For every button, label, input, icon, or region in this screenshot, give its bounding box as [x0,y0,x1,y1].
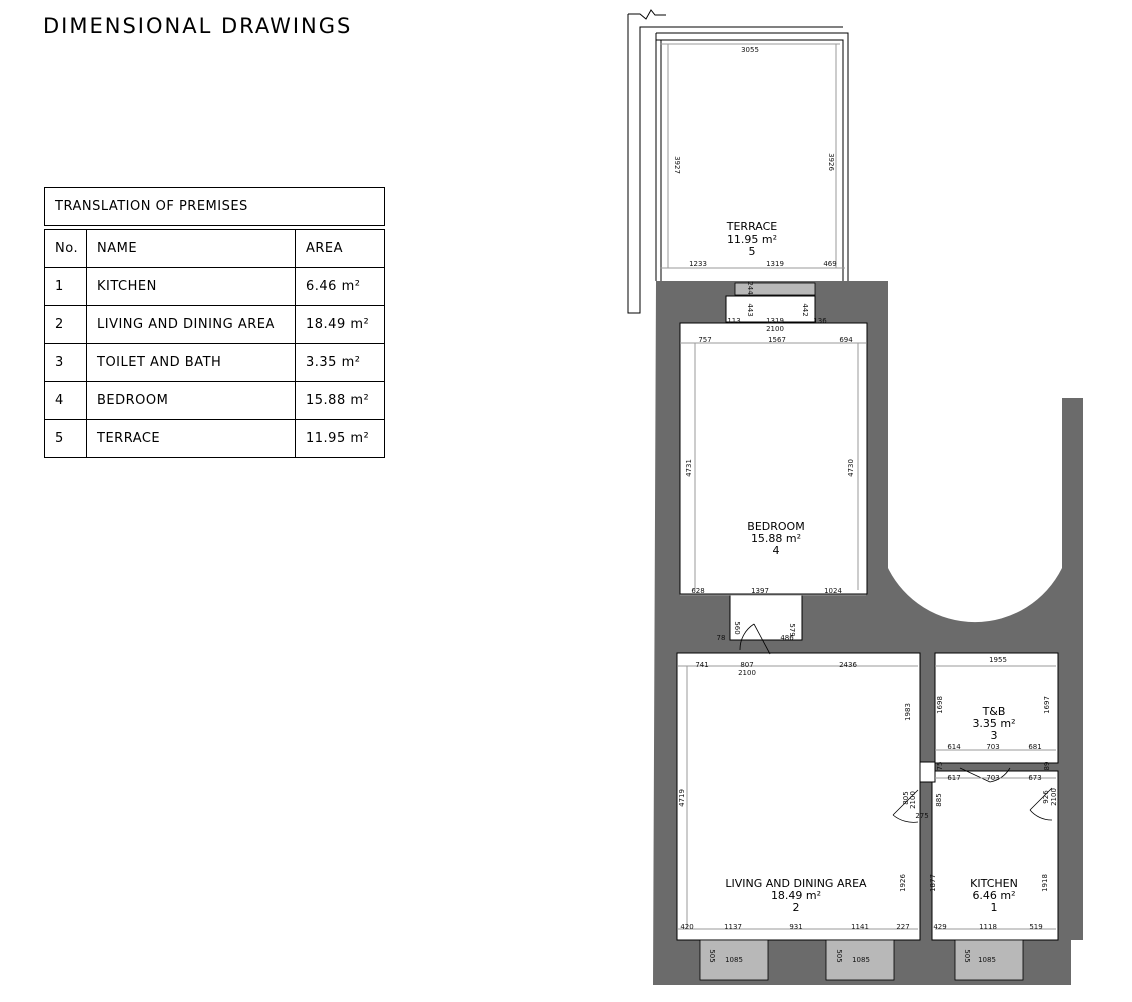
terrace-name: TERRACE [726,220,778,233]
terrace-area: 11.95 m² [726,233,778,246]
row-area: 11.95 m² [296,420,385,458]
dim-label: 2436 [839,661,857,669]
dim-label: 4730 [847,459,855,477]
dim-label: 885 [935,793,943,807]
dim-label: 1233 [689,260,707,268]
dim-label: 136 [813,317,827,325]
kitchen-no: 1 [990,901,998,914]
row-no: 3 [45,344,87,382]
dim-label: 694 [839,336,853,344]
dim-label: 579 [788,623,796,637]
living-no: 2 [792,901,800,914]
living-area: 18.49 m² [770,889,822,902]
dim-label: 1698 [936,696,944,714]
dim-label: 1567 [768,336,786,344]
dim-label: 1137 [724,923,742,931]
dim-label: 1319 [766,317,784,325]
dim-label: 1918 [1041,874,1049,892]
terrace-no: 5 [748,245,756,258]
row-name: TERRACE [87,420,296,458]
row-no: 5 [45,420,87,458]
dim-label: 505 [963,949,971,963]
dim-label: 78 [716,634,726,642]
dim-label: 244 [746,281,754,295]
dim-label: 3926 [827,153,835,171]
row-name: TOILET AND BATH [87,344,296,382]
dim-label: 75 [936,761,944,771]
row-area: 3.35 m² [296,344,385,382]
dim-label: 560 [733,621,741,635]
dim-label: 1118 [979,923,997,931]
dim-label: 1085 [852,956,870,964]
dim-label: 1085 [725,956,743,964]
dim-label: 1955 [989,656,1007,664]
row-area: 18.49 m² [296,306,385,344]
dim-label: 113 [727,317,741,325]
kitchen-room [932,771,1058,940]
tb-area: 3.35 m² [972,717,1016,730]
dim-label: 4731 [685,459,693,477]
dim-label: 3927 [673,156,681,174]
dim-label: 227 [896,923,910,931]
dim-label: 486 [780,634,794,642]
dim-label: 673 [1028,774,1042,782]
dim-label: 703 [986,743,1000,751]
row-no: 4 [45,382,87,420]
dim-label: 2100 [738,669,756,677]
dim-label: 2100 [1050,788,1058,806]
table-caption: TRANSLATION OF PREMISES [45,188,385,226]
dim-label: 807 [740,661,754,669]
header-no: No. [45,230,87,268]
dim-label: 614 [947,743,961,751]
dim-label: 1319 [766,260,784,268]
dim-label: 469 [823,260,837,268]
row-name: KITCHEN [87,268,296,306]
dim-label: 628 [691,587,705,595]
dim-label: 681 [1028,743,1042,751]
dim-label: 442 [801,303,809,317]
bedroom-no: 4 [772,544,780,557]
dim-label: 741 [695,661,709,669]
dim-label: 1397 [751,587,769,595]
dim-label: 505 [708,949,716,963]
dim-label: 1983 [904,703,912,721]
dim-label: 2100 [909,791,917,809]
dim-label: 617 [947,774,961,782]
dim-label: 275 [915,812,929,820]
row-no: 1 [45,268,87,306]
tb-no: 3 [990,729,998,742]
dim-label: 1926 [899,874,907,892]
header-area: AREA [296,230,385,268]
dim-label: 1877 [929,874,937,892]
dim-label: 931 [789,923,803,931]
row-name: BEDROOM [87,382,296,420]
row-area: 6.46 m² [296,268,385,306]
bedroom-area: 15.88 m² [750,532,802,545]
dim-label: 4719 [678,789,686,807]
dim-label: 1697 [1043,696,1051,714]
dim-label: 1141 [851,923,869,931]
row-name: LIVING AND DINING AREA [87,306,296,344]
dim-label: 519 [1029,923,1043,931]
dim-label: 2100 [766,325,784,333]
dim-label: 1024 [824,587,842,595]
dim-label: 926 [1042,790,1050,804]
dim-label: 420 [680,923,694,931]
dim-label: 443 [746,303,754,317]
dim-label: 89 [1043,761,1051,771]
dim-label: 757 [698,336,712,344]
living-name: LIVING AND DINING AREA [725,877,867,890]
dim-label: 505 [835,949,843,963]
header-name: NAME [87,230,296,268]
kitchen-area: 6.46 m² [972,889,1016,902]
dim-label: 703 [986,774,1000,782]
hall-strip [920,762,935,782]
dim-label: 805 [902,791,910,805]
bedroom-name: BEDROOM [747,520,805,533]
row-area: 15.88 m² [296,382,385,420]
kitchen-name: KITCHEN [970,877,1018,890]
dim-label: 3055 [741,46,759,54]
tb-name: T&B [982,705,1006,718]
dim-label: 1085 [978,956,996,964]
row-no: 2 [45,306,87,344]
dim-label: 429 [933,923,947,931]
page-title: DIMENSIONAL DRAWINGS [43,14,353,38]
